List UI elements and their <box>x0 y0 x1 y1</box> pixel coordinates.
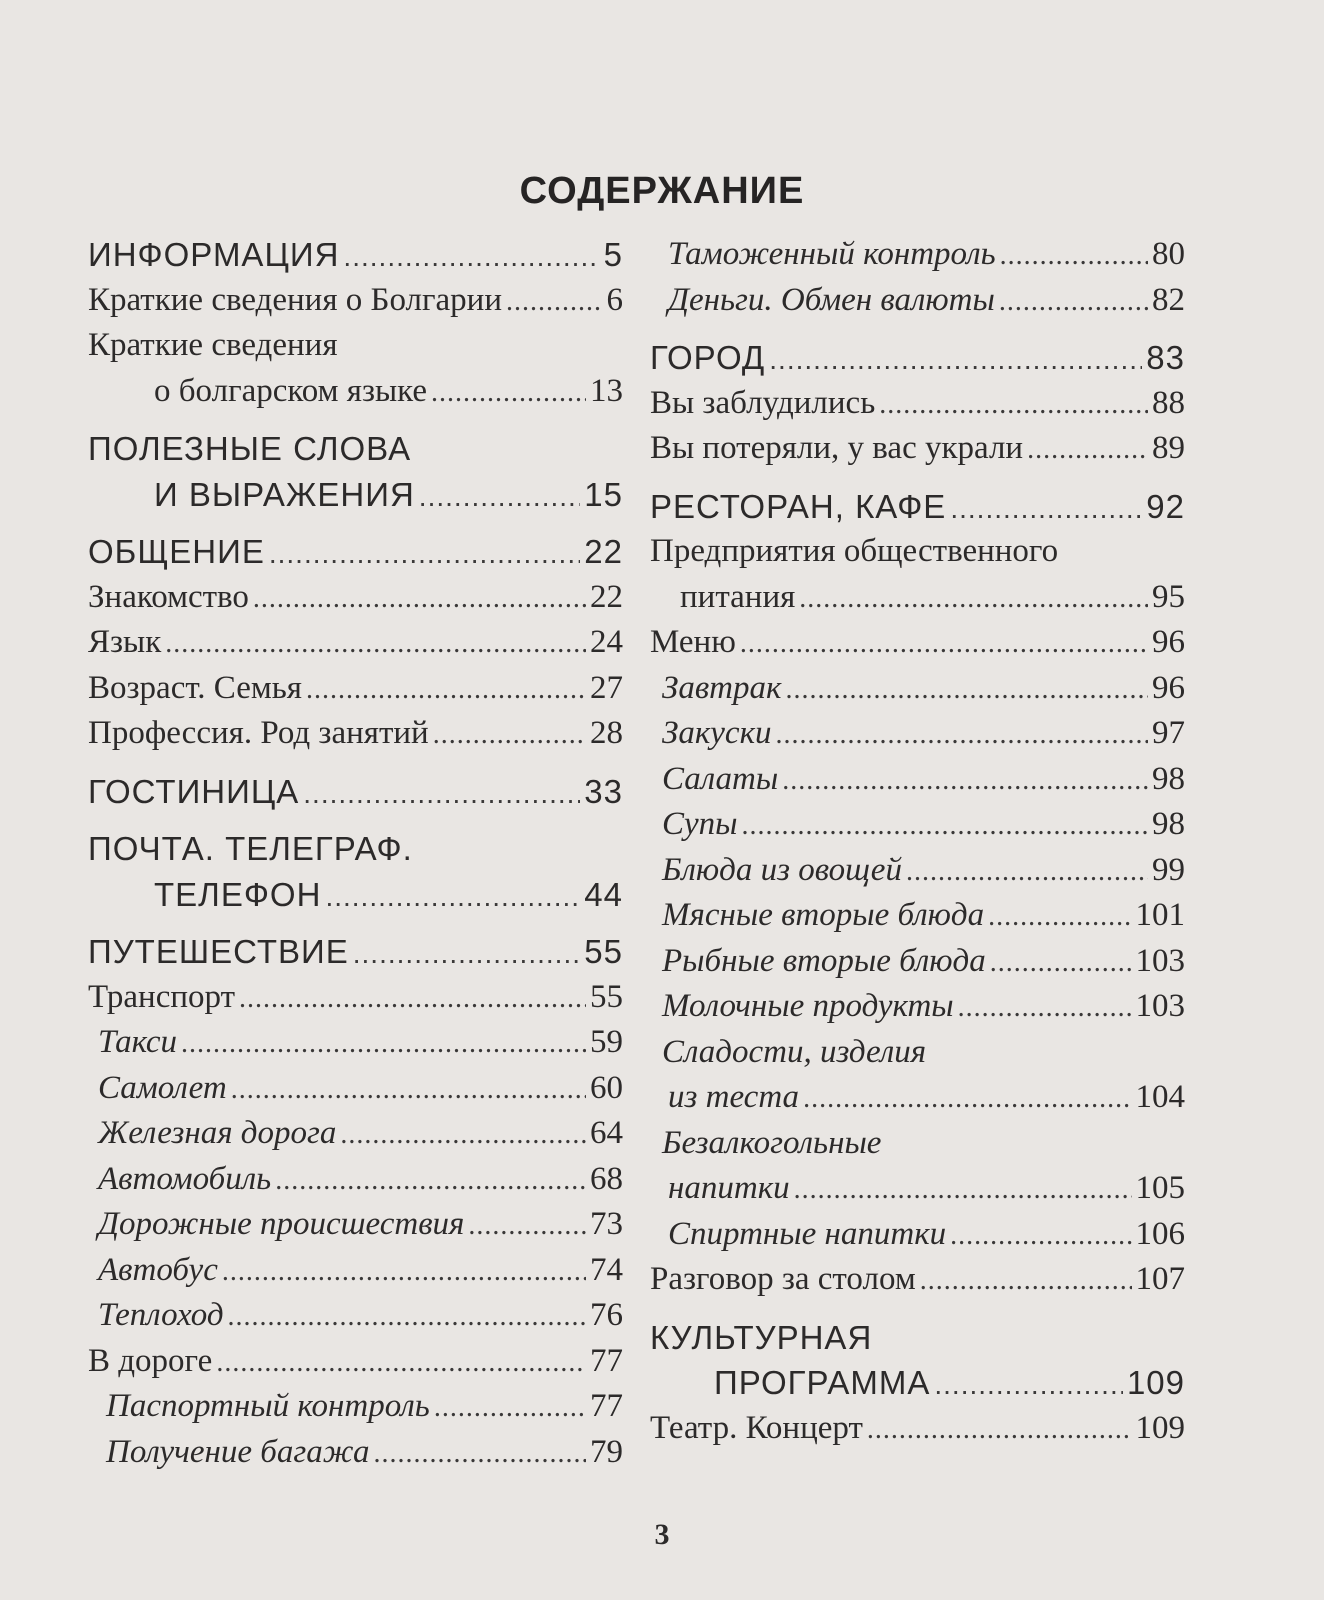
toc-entry[interactable]: Железная дорога ..... 64 <box>88 1111 623 1157</box>
toc-entry[interactable]: Такси ..... 59 <box>88 1020 623 1066</box>
toc-entry[interactable]: Деньги. Обмен валюты ..... 82 <box>650 278 1185 324</box>
toc-entry[interactable]: РЕСТОРАН, КАФЕ ..... 92 <box>650 484 1185 530</box>
toc-entry[interactable]: Возраст. Семья ..... 27 <box>88 666 623 712</box>
toc-entry[interactable]: ИНФОРМАЦИЯ ..... 5 <box>88 232 623 278</box>
toc-section-label: КУЛЬТУРНАЯ <box>650 1318 873 1356</box>
toc-entry[interactable]: Получение багажа ..... 79 <box>88 1430 623 1476</box>
toc-entry[interactable]: Закуски ..... 97 <box>650 711 1185 757</box>
toc-entry[interactable]: Меню ..... 96 <box>650 620 1185 666</box>
toc-entry[interactable]: Транспорт ..... 55 <box>88 975 623 1021</box>
toc-entry-label: Краткие сведения <box>88 327 338 363</box>
toc-left-column <box>88 232 623 1475</box>
toc-entry[interactable]: Вы заблудились ..... 88 <box>650 381 1185 427</box>
toc-entry[interactable]: Самолет ..... 60 <box>88 1066 623 1112</box>
toc-entry[interactable]: В дороге ..... 77 <box>88 1339 623 1385</box>
toc-section-label: ПОЧТА. ТЕЛЕГРАФ. <box>88 830 413 867</box>
toc-entry[interactable]: ПУТЕШЕСТВИЕ ..... 55 <box>88 929 623 975</box>
toc-entry[interactable]: Профессия. Род занятий ..... 28 <box>88 711 623 757</box>
toc-entry-label: Предприятия общественного <box>650 533 1059 569</box>
toc-entry[interactable]: И ВЫРАЖЕНИЯ ..... 15 <box>88 472 623 518</box>
toc-entry[interactable]: Молочные продукты ..... 103 <box>650 984 1185 1030</box>
toc-entry[interactable]: о болгарском языке ..... 13 <box>88 369 623 415</box>
toc-entry-label: Сладости, изделия <box>662 1033 927 1070</box>
toc-entry[interactable]: ПРОГРАММА ..... 109 <box>650 1360 1185 1406</box>
page-number: 3 <box>654 1518 670 1551</box>
toc-entry-label: Безалкогольные <box>662 1124 882 1161</box>
toc-entry[interactable]: Автобус ..... 74 <box>88 1248 623 1294</box>
toc-entry[interactable]: Театр. Концерт ..... 109 <box>650 1406 1185 1452</box>
toc-section-label: ПОЛЕЗНЫЕ СЛОВА <box>88 430 412 467</box>
toc-entry[interactable]: Краткие сведения о Болгарии ..... 6 <box>88 278 623 324</box>
toc-entry[interactable]: ГОСТИНИЦА ..... 33 <box>88 769 623 815</box>
page-title: СОДЕРЖАНИЕ <box>519 170 805 212</box>
toc-entry[interactable]: Мясные вторые блюда ..... 101 <box>650 893 1185 939</box>
toc-entry[interactable]: Язык ..... 24 <box>88 620 623 666</box>
toc-entry[interactable]: питания ..... 95 <box>650 575 1185 621</box>
toc-entry[interactable]: Дорожные происшествия ..... 73 <box>88 1202 623 1248</box>
toc-entry[interactable]: Спиртные напитки ..... 106 <box>650 1212 1185 1258</box>
toc-entry[interactable]: Паспортный контроль ..... 77 <box>88 1384 623 1430</box>
toc-entry[interactable]: ОБЩЕНИЕ ..... 22 <box>88 529 623 575</box>
toc-entry[interactable]: Таможенный контроль ..... 80 <box>650 232 1185 278</box>
toc-entry[interactable]: Блюда из овощей ..... 99 <box>650 848 1185 894</box>
toc-entry[interactable]: Рыбные вторые блюда ..... 103 <box>650 939 1185 985</box>
toc-entry[interactable]: Салаты ..... 98 <box>650 757 1185 803</box>
toc-entry[interactable]: Супы ..... 98 <box>650 802 1185 848</box>
toc-entry[interactable]: Теплоход ..... 76 <box>88 1293 623 1339</box>
toc-entry[interactable]: Вы потеряли, у вас украли ..... 89 <box>650 426 1185 472</box>
toc-entry[interactable]: ГОРОД ..... 83 <box>650 335 1185 381</box>
toc-entry[interactable]: Автомобиль ..... 68 <box>88 1157 623 1203</box>
toc-entry[interactable]: Завтрак ..... 96 <box>650 666 1185 712</box>
toc-entry[interactable]: Знакомство ..... 22 <box>88 575 623 621</box>
toc-entry[interactable]: ТЕЛЕФОН ..... 44 <box>88 872 623 918</box>
toc-right-column <box>650 232 1185 1451</box>
toc-entry[interactable]: из теста ..... 104 <box>650 1075 1185 1121</box>
toc-entry[interactable]: Разговор за столом ..... 107 <box>650 1257 1185 1303</box>
toc-entry[interactable]: напитки ..... 105 <box>650 1166 1185 1212</box>
